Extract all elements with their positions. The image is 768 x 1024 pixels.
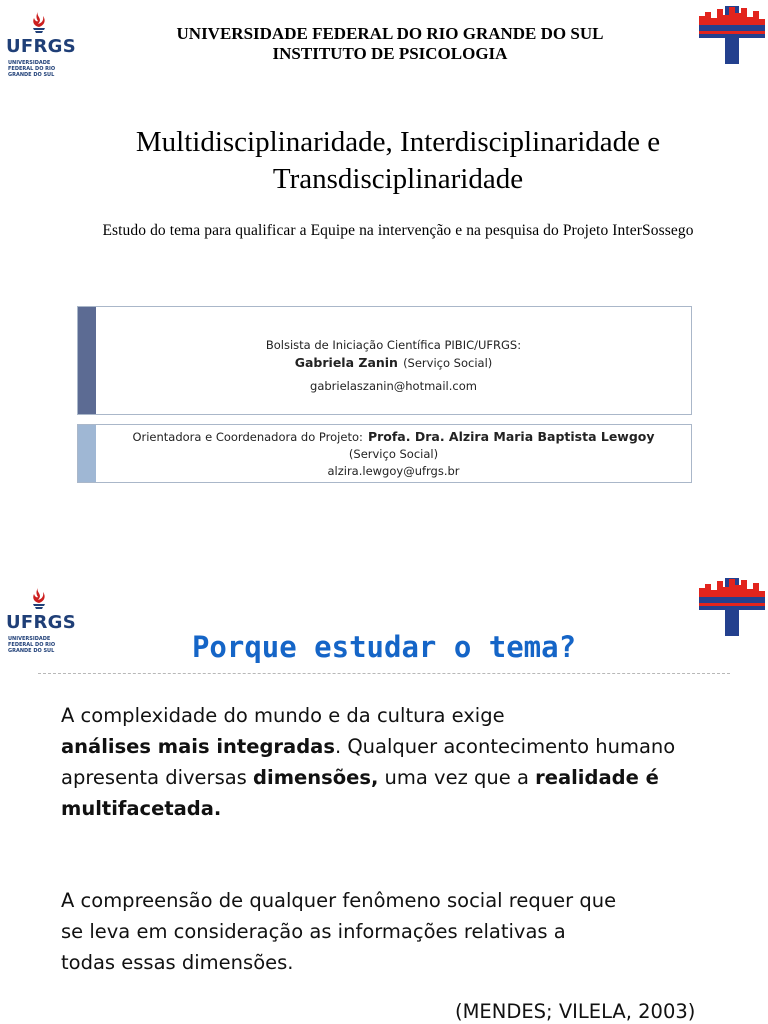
student-info-content xyxy=(96,338,691,394)
university-name: UNIVERSIDADE FEDERAL DO RIO GRANDE DO SUL xyxy=(176,24,604,43)
presentation-title xyxy=(40,124,756,198)
ufrgs-logo-subtext: UNIVERSIDADE FEDERAL DO RIO GRANDE DO SUL xyxy=(8,60,56,78)
box-accent-bar xyxy=(78,425,96,482)
student-name: Gabriela Zanin xyxy=(294,355,398,370)
title-line-1: Multidisciplinaridade, Interdisciplinaridade e xyxy=(135,126,661,158)
advisor-affiliation: (Serviço Social) xyxy=(348,447,439,461)
advisor-email: alzira.lewgoy@ufrgs.br xyxy=(327,464,460,478)
presentation-subtitle: Estudo do tema para qualificar a Equipe na intervenção e na pesquisa do Projeto InterSossego xyxy=(102,222,694,239)
advisor-role: Orientadora e Coordenadora do Projeto: xyxy=(132,430,363,444)
advisor-info-box xyxy=(77,424,692,483)
institute-name: INSTITUTO DE PSICOLOGIA xyxy=(272,44,508,63)
student-affiliation: (Serviço Social) xyxy=(403,356,493,370)
advisor-line xyxy=(96,427,691,446)
student-role: Bolsista de Iniciação Científica PIBIC/UFRGS: xyxy=(265,338,522,352)
ufrgs-logo-text: UFRGS xyxy=(6,612,77,633)
para-text: A complexidade do mundo e da cultura exige xyxy=(61,704,505,727)
intersossego-cross-icon xyxy=(697,6,767,64)
advisor-info-content xyxy=(96,427,691,480)
advisor-name: Profa. Dra. Alzira Maria Baptista Lewgoy xyxy=(367,429,655,444)
intersossego-logo xyxy=(697,6,767,72)
para-text: uma vez que a xyxy=(378,766,536,789)
slide-why-study xyxy=(0,560,768,1024)
intersossego-cross-icon xyxy=(697,576,767,638)
paragraph-complexity xyxy=(61,700,721,824)
para-text: . Qualquer acontecimento humano apresenta diversas xyxy=(61,735,676,789)
student-info-box xyxy=(77,306,692,415)
citation: (MENDES; VILELA, 2003) xyxy=(455,1000,696,1023)
ufrgs-logo xyxy=(6,10,77,78)
title-divider xyxy=(38,673,730,674)
university-header xyxy=(90,24,690,64)
paragraph-comprehension: A compreensão de qualquer fenômeno social requer que se leva em consideração as informações relativas a todas essas dimensões. xyxy=(61,889,617,974)
ufrgs-logo-subtext: UNIVERSIDADE FEDERAL DO RIO GRANDE DO SUL xyxy=(8,636,56,654)
ufrgs-flame-icon xyxy=(30,586,48,612)
para-emphasis: realidade é multifacetada. xyxy=(61,766,659,820)
para-emphasis: dimensões, xyxy=(253,766,379,789)
student-name-line xyxy=(96,353,691,372)
title-line-2: Transdisciplinaridade xyxy=(272,163,524,195)
ufrgs-logo-text: UFRGS xyxy=(6,36,77,57)
section-title: Porque estudar o tema? xyxy=(191,630,577,664)
para-emphasis: análises mais integradas xyxy=(61,735,335,758)
box-accent-bar xyxy=(78,307,96,414)
student-email: gabrielaszanin@hotmail.com xyxy=(310,379,477,393)
ufrgs-flame-icon xyxy=(30,10,48,36)
